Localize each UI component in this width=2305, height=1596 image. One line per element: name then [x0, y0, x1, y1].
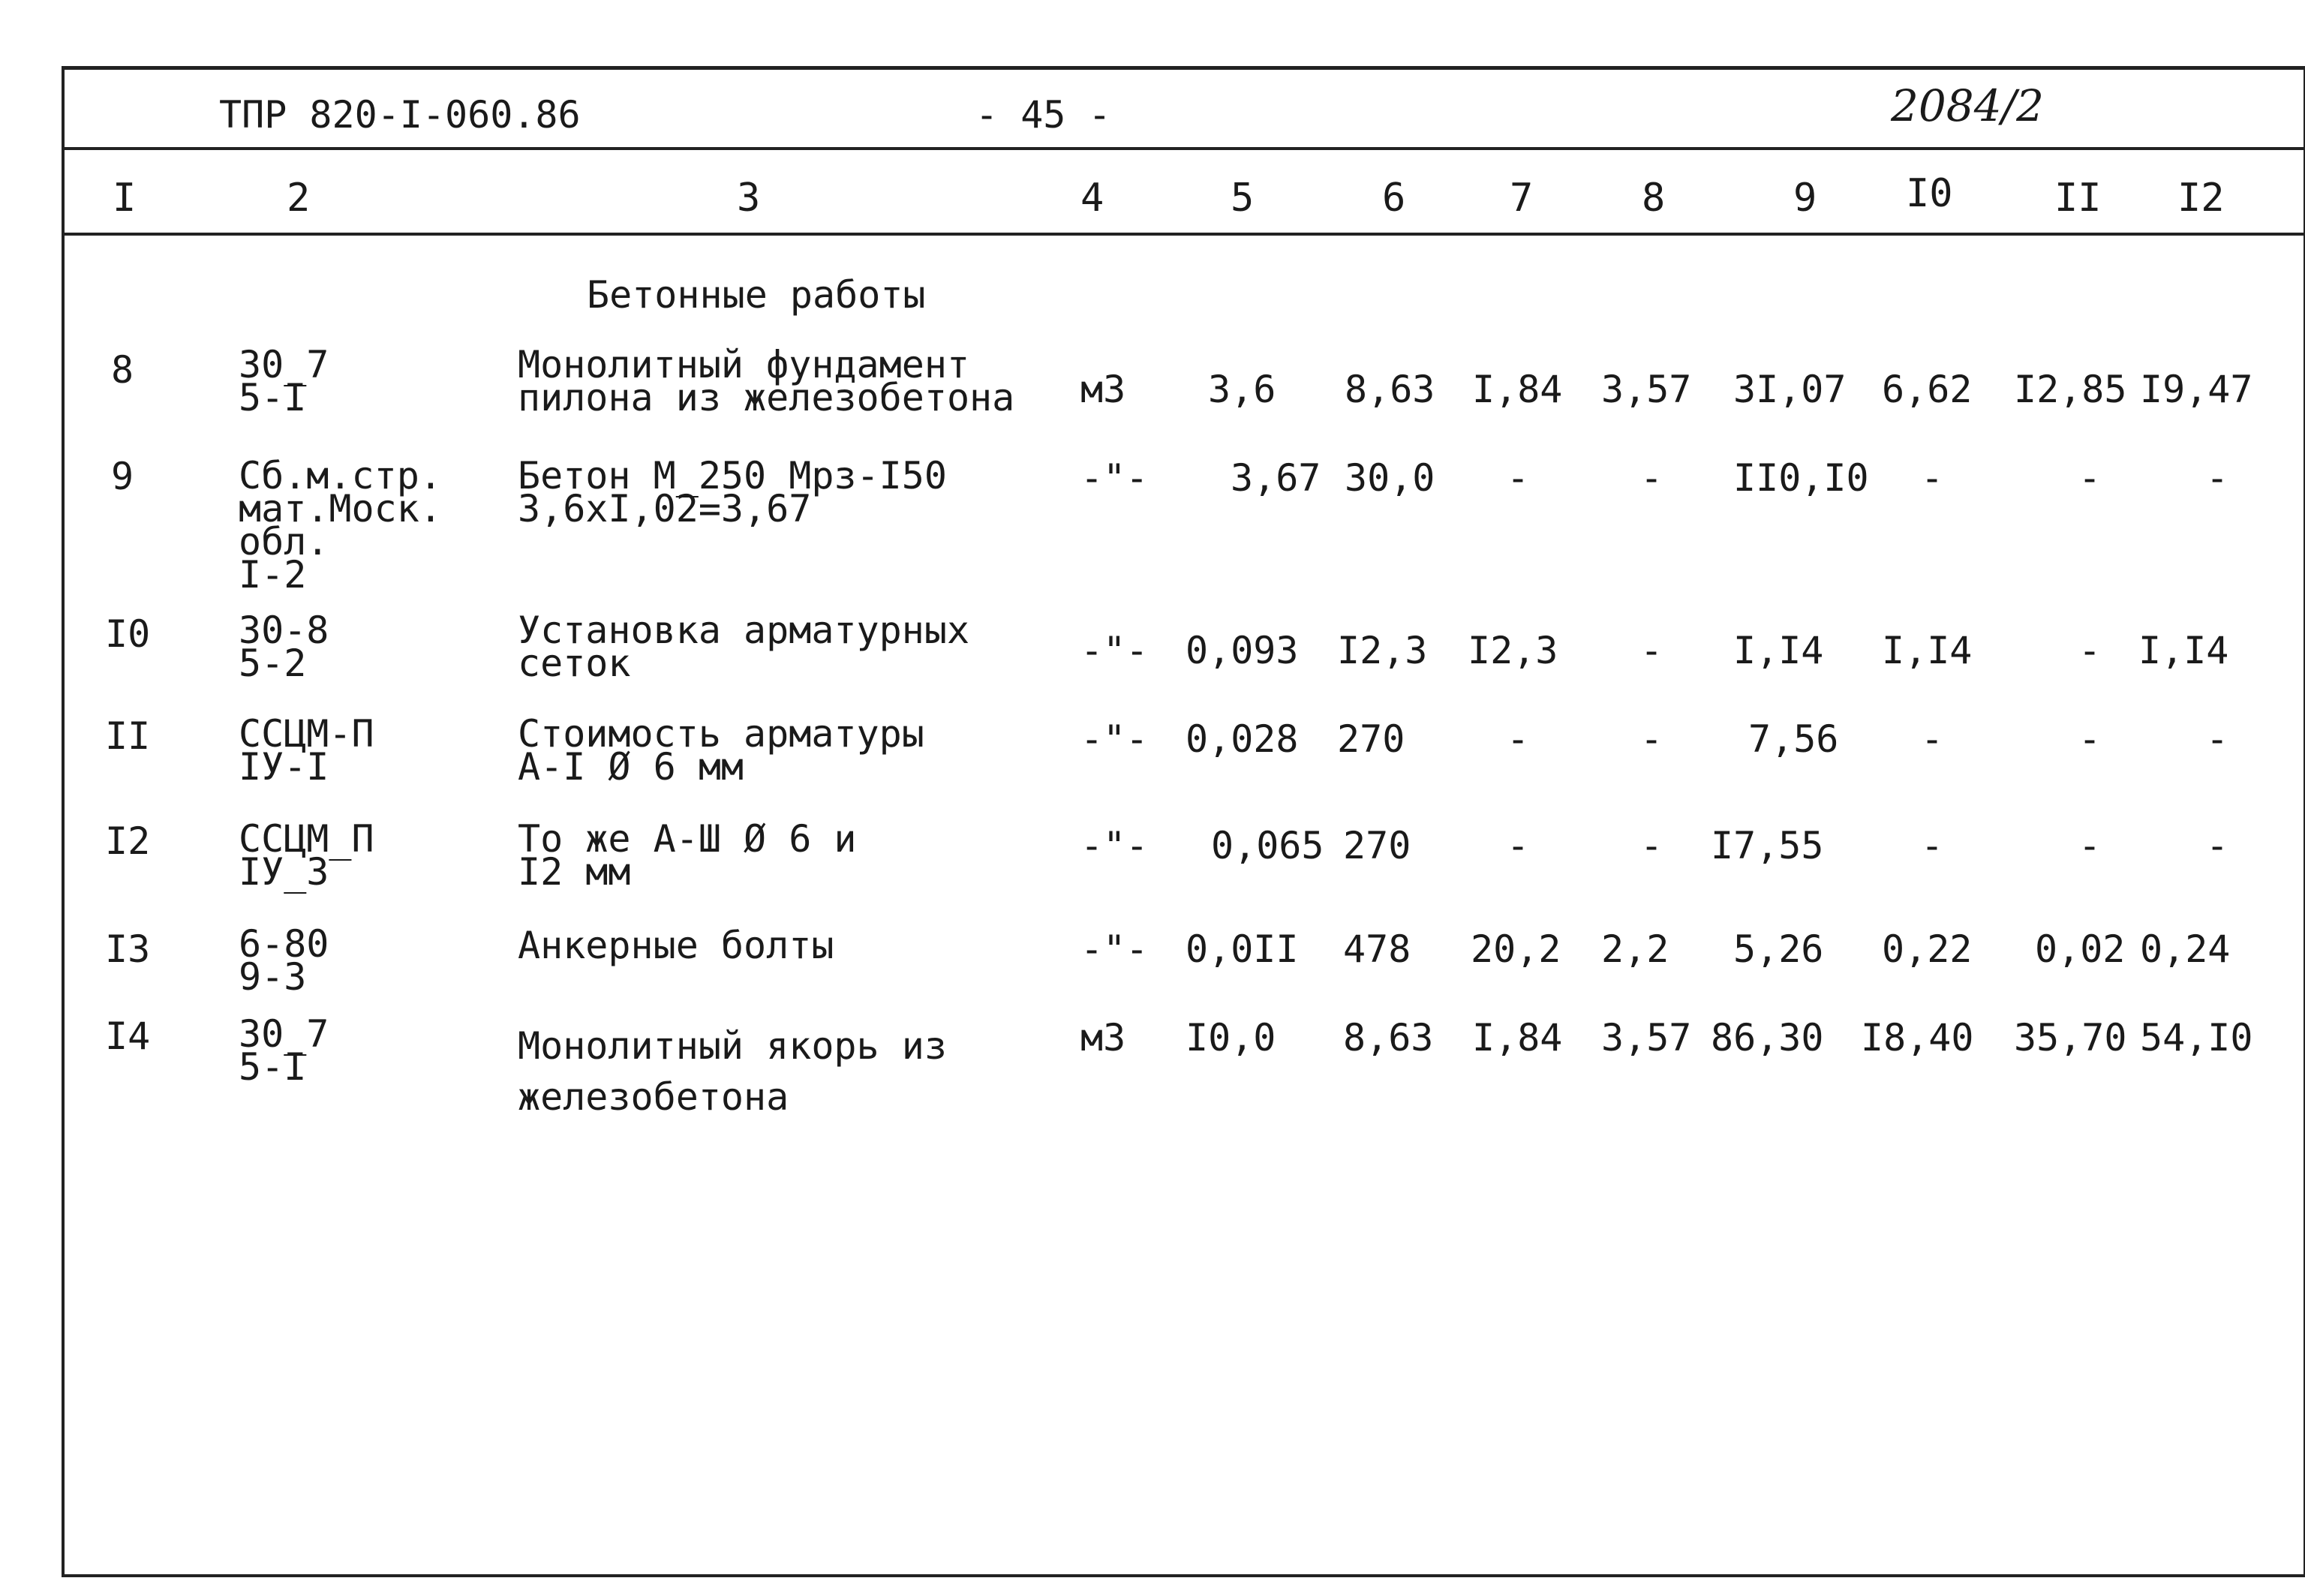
row-9-col11: -: [2078, 456, 2102, 500]
row-13-description-line-1: Анкерные болты: [518, 924, 834, 967]
row-10-number: I0: [105, 612, 151, 656]
column-header-1: I: [113, 176, 137, 221]
row-11-unit: -"-: [1080, 717, 1149, 761]
row-8-number: 8: [111, 348, 134, 392]
row-10-unit: -"-: [1080, 629, 1149, 672]
row-9-norm-line-3: обл.: [239, 520, 329, 564]
column-header-4: 4: [1080, 176, 1104, 221]
row-13-norm-line-2: 9-3: [239, 955, 307, 999]
column-header-9: 9: [1793, 176, 1817, 221]
row-9-norm-line-1: Сб.м.стр.: [239, 454, 442, 497]
row-14-description-line-1: Монолитный якорь из: [518, 1024, 947, 1068]
row-11-col7: -: [1507, 717, 1530, 761]
page-number: - 45 -: [975, 93, 1111, 137]
row-11-number: II: [105, 714, 151, 758]
row-12-col11: -: [2078, 824, 2102, 867]
row-14-col11: 35,70: [2014, 1016, 2127, 1059]
row-10-col12: I,I4: [2138, 629, 2229, 672]
row-9-col7: -: [1507, 456, 1530, 500]
row-13-col9: 5,26: [1733, 927, 1824, 971]
header-divider: [62, 147, 2305, 150]
row-14-col9: 86,30: [1711, 1016, 1824, 1059]
row-12-col5: 0,065: [1211, 824, 1324, 867]
row-11-col9: 7,56: [1748, 717, 1839, 761]
row-12-description: [518, 817, 857, 894]
archive-number: 2084/2: [1891, 80, 2045, 131]
row-12-col12: -: [2206, 824, 2229, 867]
row-10-col10: I,I4: [1882, 629, 1973, 672]
row-14-description-line-2: железобетона: [518, 1075, 789, 1119]
row-8-col8: 3,57: [1601, 368, 1692, 411]
row-10-norm-line-2: 5-2: [239, 642, 307, 685]
row-13-col10: 0,22: [1882, 927, 1973, 971]
row-9-col8: -: [1640, 456, 1663, 500]
row-11-norm-line-2: IУ-I: [239, 745, 329, 789]
row-10-col7: I2,3: [1468, 629, 1558, 672]
row-8-col9: 3I,07: [1733, 368, 1847, 411]
row-11-norm-line-1: ССЦМ-П: [239, 712, 374, 756]
row-8-col11: I2,85: [2014, 368, 2127, 411]
column-header-6: 6: [1382, 176, 1406, 221]
row-12-norm-line-2: IУ_3: [239, 850, 329, 894]
row-14-col10: I8,40: [1861, 1016, 1974, 1059]
row-8-description-line-2: пилона из железобетона: [518, 376, 1015, 419]
row-14-col6: 8,63: [1343, 1016, 1434, 1059]
row-10-description-line-1: Установка арматурных: [518, 609, 970, 652]
row-8-norm: [239, 343, 329, 419]
row-11-col12: -: [2206, 717, 2229, 761]
column-header-12: I2: [2177, 176, 2225, 221]
row-11-norm: [239, 712, 374, 789]
row-12-col6: 270: [1343, 824, 1411, 867]
row-10-col11: -: [2078, 629, 2102, 672]
row-10-col8: -: [1640, 629, 1663, 672]
column-header-divider: [62, 233, 2305, 236]
column-header-2: 2: [287, 176, 311, 221]
row-10-norm: [239, 609, 329, 685]
document-code: ТПР 820-I-060.86: [219, 93, 581, 137]
row-8-description: [518, 343, 1015, 419]
row-12-description-line-1: То же А-Ш Ø 6 и: [518, 817, 857, 861]
column-header-3: 3: [737, 176, 761, 221]
row-12-norm: [239, 817, 374, 894]
row-14-col5: I0,0: [1186, 1016, 1276, 1059]
row-8-col12: I9,47: [2140, 368, 2253, 411]
row-13-norm-line-1: 6-80: [239, 922, 329, 966]
row-11-description-line-1: Стоимость арматуры: [518, 712, 924, 756]
row-11-col8: -: [1640, 717, 1663, 761]
row-9-norm-line-4: I-2: [239, 553, 307, 597]
row-14-description: [518, 1020, 947, 1123]
row-9-norm-line-2: мат.Моск.: [239, 487, 442, 530]
row-11-col10: -: [1921, 717, 1944, 761]
row-8-col5: 3,6: [1208, 368, 1276, 411]
row-13-norm: [239, 922, 329, 999]
row-11-description: [518, 712, 924, 789]
row-12-col10: -: [1921, 824, 1944, 867]
row-11-col5: 0,028: [1186, 717, 1299, 761]
row-10-description: [518, 609, 970, 685]
row-9-description-line-1: Бетон М_250 Мрз-I50: [518, 454, 947, 497]
row-13-col7: 20,2: [1471, 927, 1561, 971]
document-frame: [62, 66, 2305, 1577]
row-9-col10: -: [1921, 456, 1944, 500]
row-8-col6: 8,63: [1345, 368, 1435, 411]
row-8-unit: м3: [1080, 368, 1126, 411]
row-9-norm: [239, 454, 442, 597]
row-14-col7: I,84: [1472, 1016, 1563, 1059]
row-13-col12: 0,24: [2140, 927, 2231, 971]
row-11-col11: -: [2078, 717, 2102, 761]
row-9-unit: -"-: [1080, 456, 1149, 500]
row-14-number: I4: [105, 1014, 151, 1058]
row-14-norm: [239, 1012, 329, 1089]
row-10-description-line-2: сеток: [518, 642, 631, 685]
row-9-col5: 3,67: [1231, 456, 1321, 500]
row-12-number: I2: [105, 819, 151, 863]
row-13-col8: 2,2: [1601, 927, 1669, 971]
row-9-number: 9: [111, 455, 134, 498]
row-9-col6: 30,0: [1345, 456, 1435, 500]
column-header-5: 5: [1231, 176, 1255, 221]
row-8-col7: I,84: [1472, 368, 1563, 411]
row-9-description: [518, 454, 947, 530]
row-11-col6: 270: [1337, 717, 1405, 761]
row-12-norm-line-1: ССЦМ_П: [239, 817, 374, 861]
row-12-description-line-2: I2 мм: [518, 850, 631, 894]
row-13-description: [518, 924, 834, 967]
row-14-col8: 3,57: [1601, 1016, 1692, 1059]
row-12-col9: I7,55: [1711, 824, 1824, 867]
row-11-description-line-2: А-I Ø 6 мм: [518, 745, 744, 789]
row-13-unit: -"-: [1080, 927, 1149, 971]
row-8-description-line-1: Монолитный фундамент: [518, 343, 970, 386]
row-9-col9: II0,I0: [1733, 456, 1869, 500]
column-header-10: I0: [1906, 171, 1953, 216]
column-header-8: 8: [1642, 176, 1666, 221]
row-10-norm-line-1: 30-8: [239, 609, 329, 652]
row-12-col8: -: [1640, 824, 1663, 867]
row-13-col6: 478: [1343, 927, 1411, 971]
row-10-col6: I2,3: [1337, 629, 1428, 672]
row-13-number: I3: [105, 927, 151, 971]
row-14-col12: 54,I0: [2140, 1016, 2253, 1059]
row-12-col7: -: [1507, 824, 1530, 867]
row-14-norm-line-1: 30_7: [239, 1012, 329, 1056]
section-title: Бетонные работы: [587, 273, 926, 317]
row-9-col12: -: [2206, 456, 2229, 500]
row-13-col5: 0,0II: [1186, 927, 1299, 971]
row-8-norm-line-2: 5-I: [239, 376, 307, 419]
row-8-col10: 6,62: [1882, 368, 1973, 411]
row-14-unit: м3: [1080, 1016, 1126, 1059]
row-8-norm-line-1: 30_7: [239, 343, 329, 386]
column-header-11: II: [2054, 176, 2102, 221]
row-10-col5: 0,093: [1186, 629, 1299, 672]
row-14-norm-line-2: 5-I: [239, 1045, 307, 1089]
column-header-7: 7: [1510, 176, 1534, 221]
row-13-col11: 0,02: [2035, 927, 2126, 971]
row-12-unit: -"-: [1080, 824, 1149, 867]
row-10-col9: I,I4: [1733, 629, 1824, 672]
row-9-description-line-2: 3,6хI,02=3,67: [518, 487, 812, 530]
